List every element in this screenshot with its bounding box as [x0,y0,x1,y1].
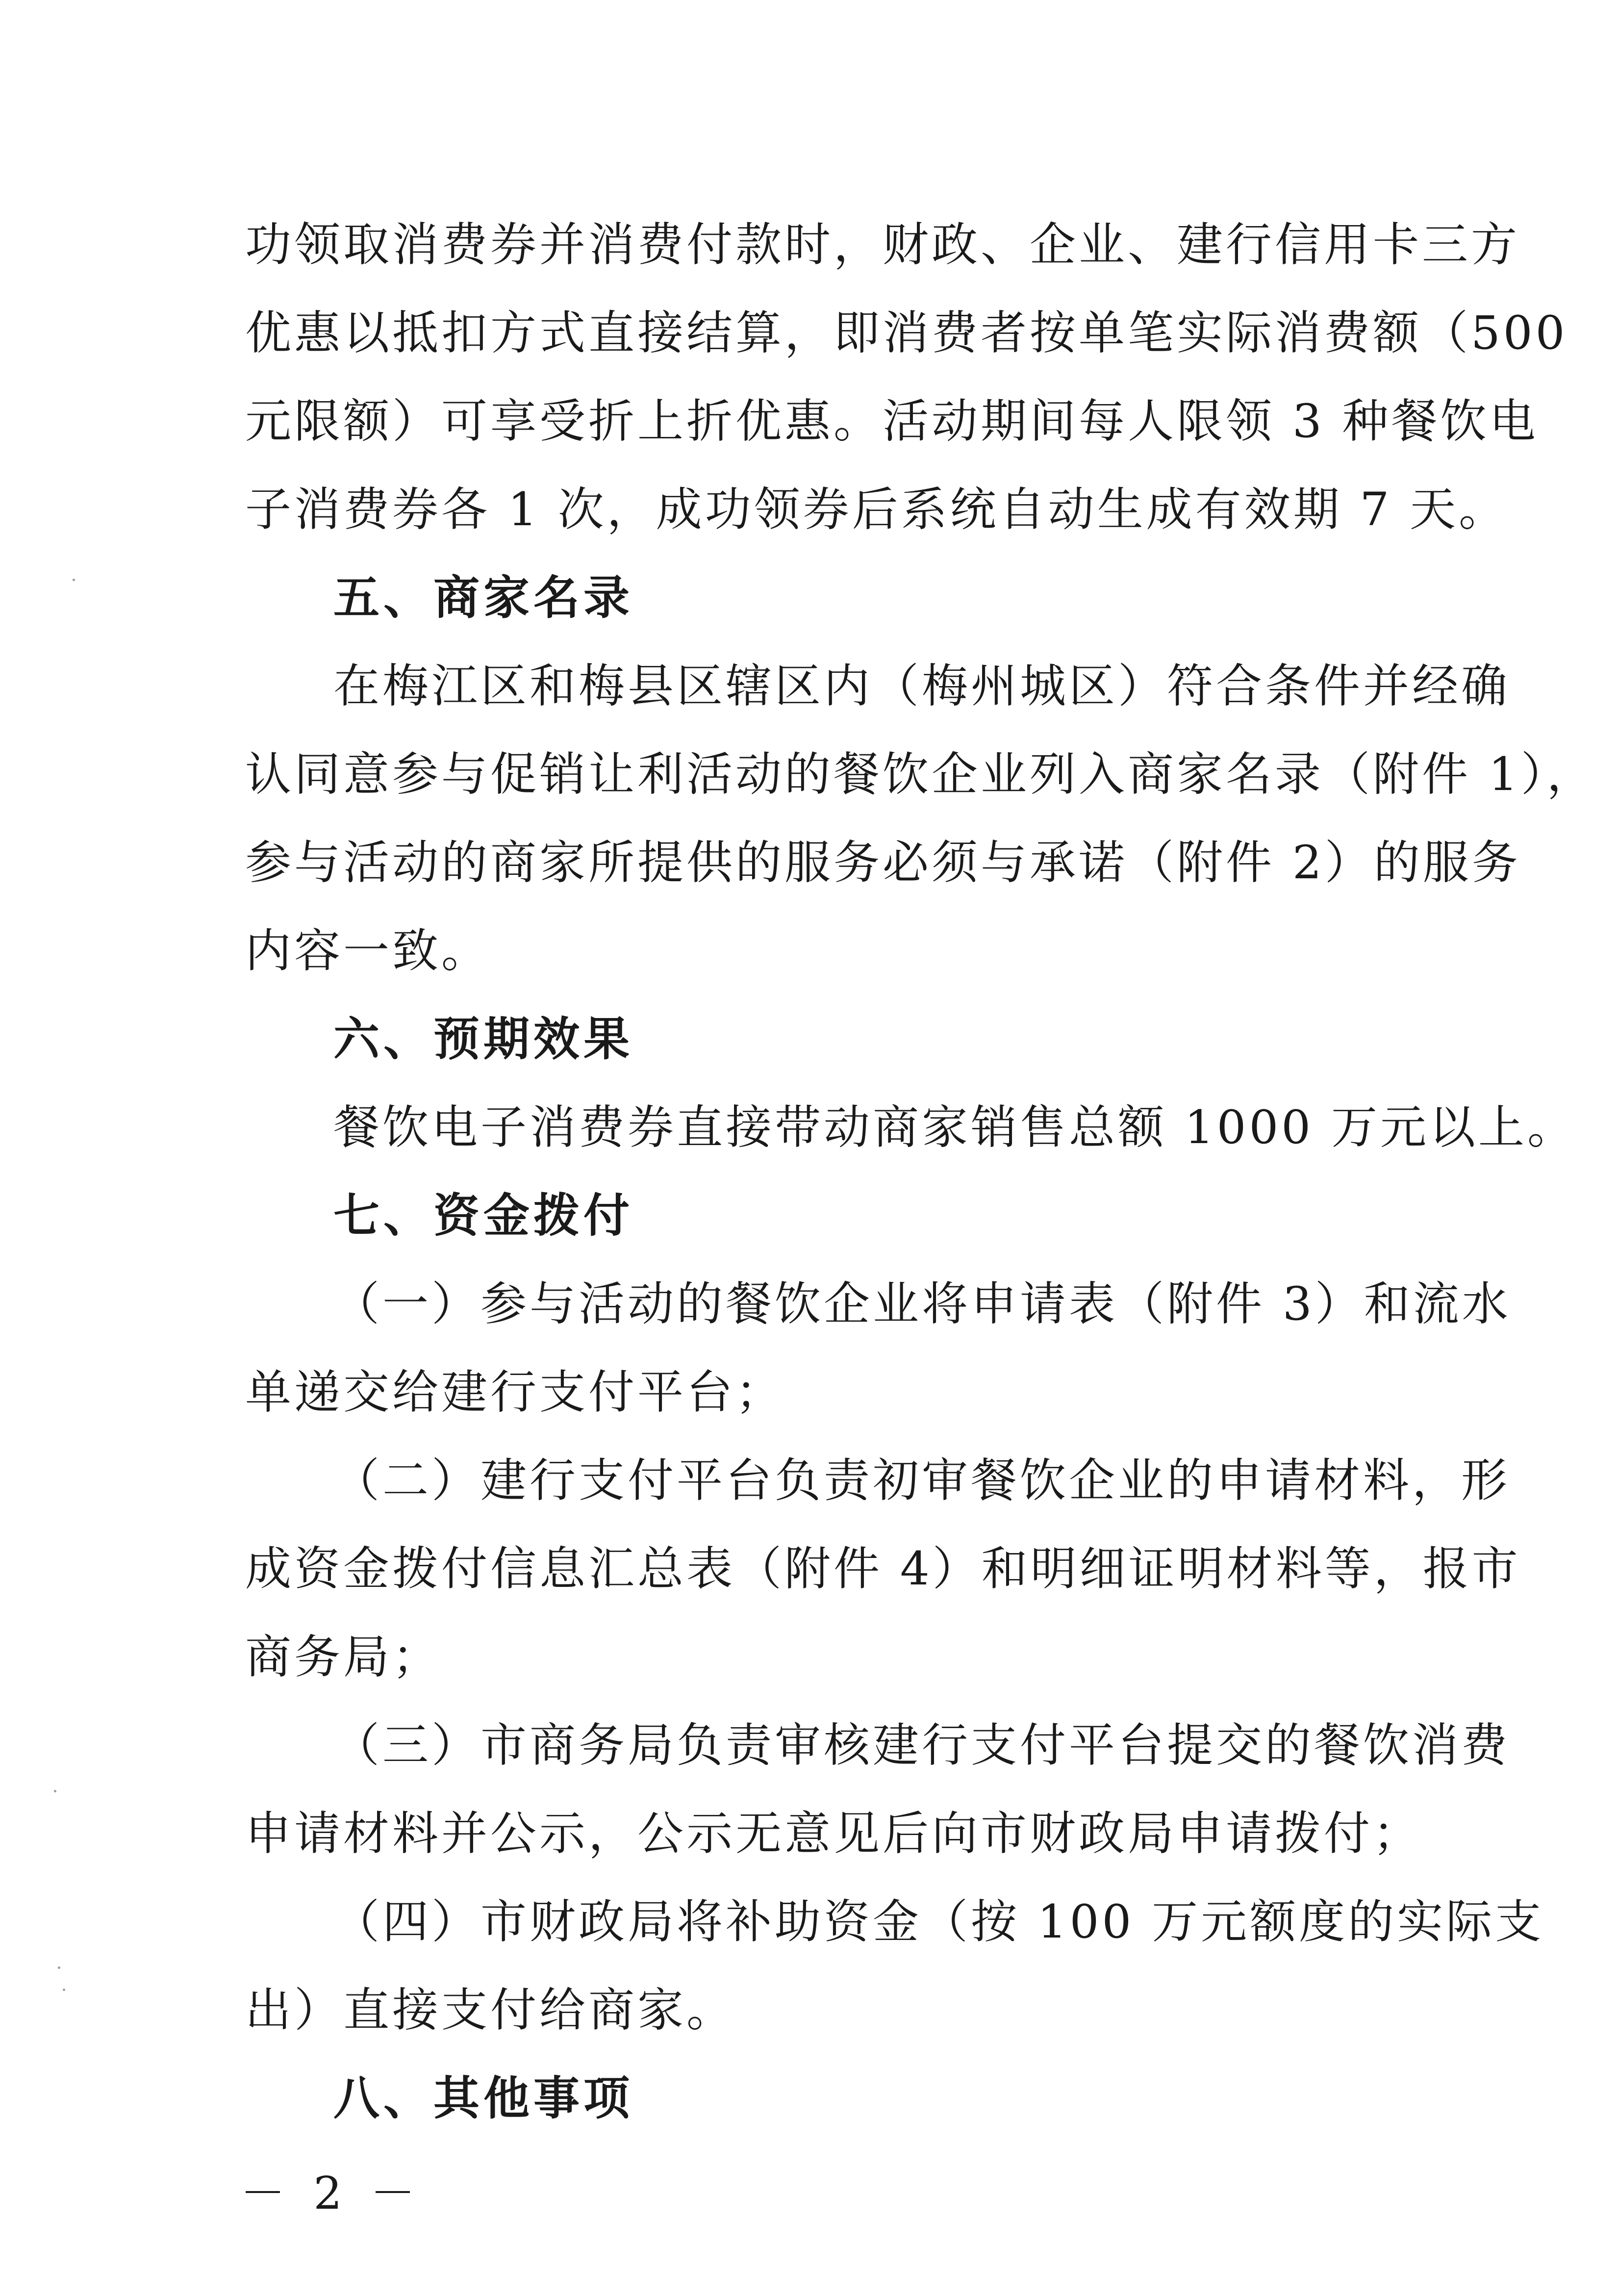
paragraph-line: 在梅江区和梅县区辖区内（梅州城区）符合条件并经确 [333,660,1511,713]
paragraph-line: （三）市商务局负责审核建行支付平台提交的餐饮消费 [333,1719,1511,1772]
page-number: － 2 － [240,2167,423,2219]
paragraph-line: （二）建行支付平台负责初审餐饮企业的申请材料，形 [333,1454,1511,1507]
paragraph-line: 申请材料并公示，公示无意见后向市财政局申请拨付； [245,1807,1422,1861]
paragraph-line: 出）直接支付给商家。 [245,1984,736,2037]
section-heading-five: 五、商家名录 [333,571,634,625]
paragraph-line: 优惠以抵扣方式直接结算，即消费者按单笔实际消费额（500 [245,306,1568,360]
paragraph-line: 内容一致。 [245,924,491,978]
scan-speck [63,1989,65,1991]
scan-speck [73,579,75,581]
section-heading-eight: 八、其他事项 [333,2072,634,2125]
paragraph-line: （四）市财政局将补助资金（按 100 万元额度的实际支 [333,1895,1544,1949]
paragraph-line: 元限额）可享受折上折优惠。活动期间每人限领 3 种餐饮电 [245,395,1539,448]
paragraph-line: 参与活动的商家所提供的服务必须与承诺（附件 2）的服务 [245,836,1521,890]
paragraph-line: 成资金拨付信息汇总表（附件 4）和明细证明材料等，报市 [245,1542,1521,1596]
section-heading-seven: 七、资金拨付 [333,1189,634,1243]
paragraph-line: 功领取消费券并消费付款时，财政、企业、建行信用卡三方 [245,218,1520,272]
paragraph-line: （一）参与活动的餐饮企业将申请表（附件 3）和流水 [333,1277,1511,1331]
section-heading-six: 六、预期效果 [333,1013,634,1066]
paragraph-line: 认同意参与促销让利活动的餐饮企业列入商家名录（附件 1）， [245,748,1596,801]
paragraph-line: 餐饮电子消费券直接带动商家销售总额 1000 万元以上。 [333,1101,1576,1154]
paragraph-line: 单递交给建行支付平台； [245,1366,785,1419]
paragraph-line: 子消费券各 1 次，成功领券后系统自动生成有效期 7 天。 [245,483,1508,536]
scan-speck [54,1790,56,1792]
scan-speck [58,1966,60,1969]
paragraph-line: 商务局； [245,1631,442,1684]
